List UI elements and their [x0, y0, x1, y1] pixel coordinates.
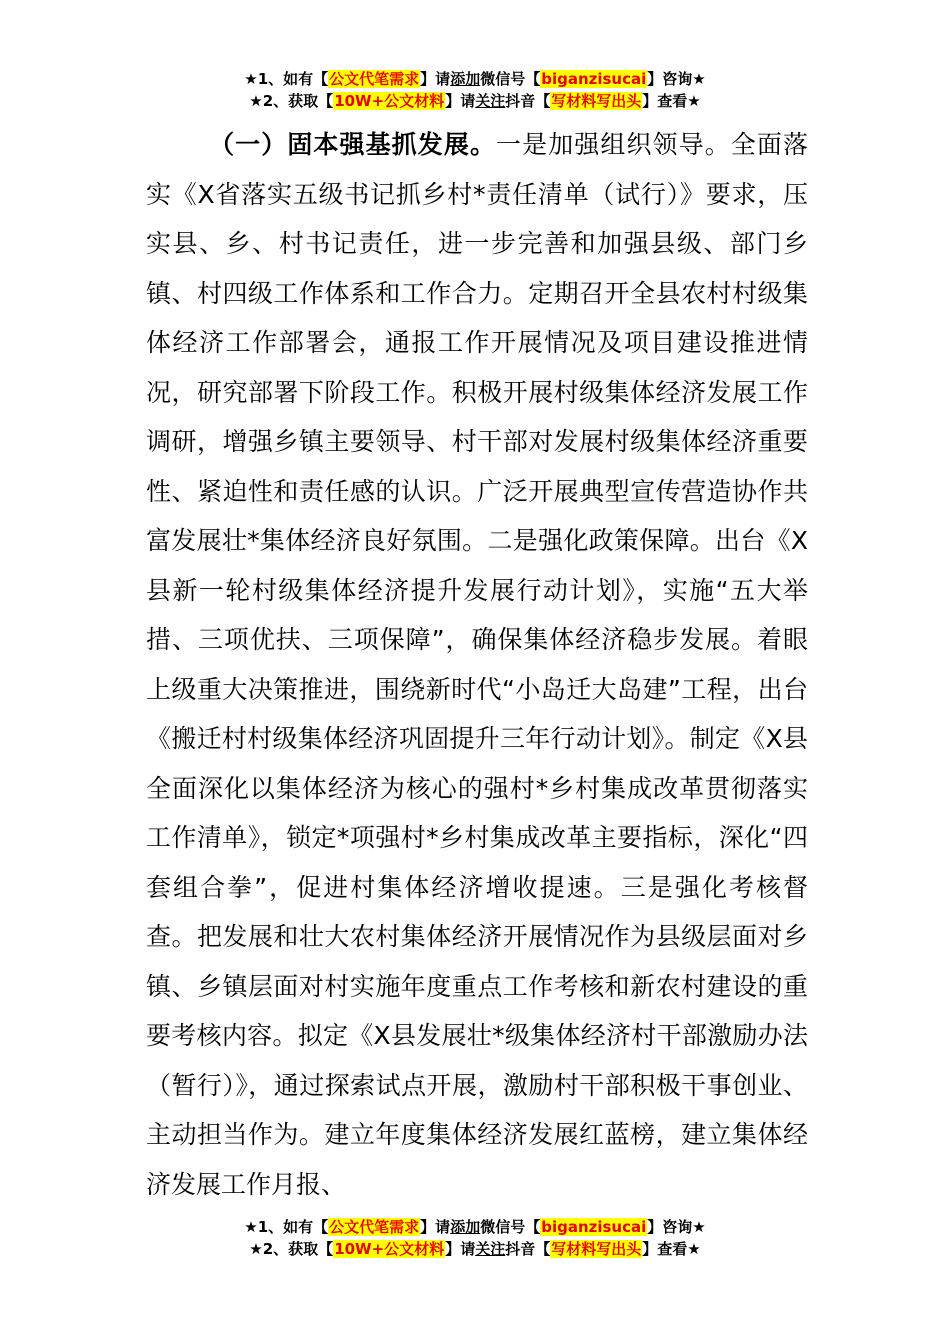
banner-text: 】请	[445, 92, 476, 110]
banner-highlight: 写材料写出头	[551, 1240, 642, 1258]
banner-text: ★1、如有【	[244, 70, 329, 88]
banner-underline: 添加	[450, 1218, 481, 1236]
banner-text: 】请	[420, 70, 451, 88]
banner-text: 】咨询★	[647, 1218, 706, 1236]
banner-highlight: 公文代笔需求	[329, 1218, 420, 1236]
banner-text: 微信号【	[480, 1218, 541, 1236]
banner-text: 抖音【	[505, 92, 551, 110]
banner-line-1	[0, 68, 950, 90]
banner-highlight: 写材料写出头	[551, 92, 642, 110]
banner-underline: 关注	[475, 92, 506, 110]
banner-text: 】请	[445, 1240, 476, 1258]
footer-banner	[0, 1216, 950, 1260]
banner-text: 抖音【	[505, 1240, 551, 1258]
document-body	[146, 120, 808, 1209]
banner-text: ★1、如有【	[244, 1218, 329, 1236]
banner-highlight: biganzisucai	[541, 70, 647, 88]
header-banner	[0, 68, 950, 112]
banner-highlight: 10W+公文材料	[334, 92, 445, 110]
banner-text: 】请	[420, 1218, 451, 1236]
banner-highlight: 公文代笔需求	[329, 70, 420, 88]
banner-line-2	[0, 1238, 950, 1260]
section-heading: （一）固本强基抓发展。	[208, 130, 497, 159]
banner-text: 】咨询★	[647, 70, 706, 88]
banner-text: ★2、获取【	[249, 92, 334, 110]
banner-text: ★2、获取【	[249, 1240, 334, 1258]
banner-text: 微信号【	[480, 70, 541, 88]
banner-highlight: biganzisucai	[541, 1218, 647, 1236]
banner-text: 】查看★	[642, 1240, 701, 1258]
banner-highlight: 10W+公文材料	[334, 1240, 445, 1258]
banner-line-1	[0, 1216, 950, 1238]
paragraph-text: 一是加强组织领导。全面落实《X省落实五级书记抓乡村*责任清单（试行）》要求，压实县、乡、村书记责任，进一步完善和加强县级、部门乡镇、村四级工作体系和工作合力。定期召开全县农村村级集体经济工作部署会，通报工作开展情况及项目建设推进情况，研究部署下阶段工作。积极开展村级集体经济发展工作调研，增强乡镇主要领导、村干部对发展村级集体经济重要性、紧迫性和责任感的认识。广泛开展典型宣传营造协作共富发展壮*集体经济良好氛围。二是强化政策保障。出台《X县新一轮村级集体经济提升发展行动计划》，实施“五大举措、三项优扶、三项保障”，确保集体经济稳步发展。着眼上级重大决策推进，围绕新时代“小岛迁大岛建”工程，出台《搬迁村村级集体经济巩固提升三年行动计划》。制定《X县全面深化以集体经济为核心的强村*乡村集成改革贯彻落实工作清单》，锁定*项强村*乡村集成改革主要指标，深化“四套组合拳”，促进村集体经济增收提速。三是强化考核督查。把发展和壮大农村集体经济开展情况作为县级层面对乡镇、乡镇层面对村实施年度重点工作考核和新农村建设的重要考核内容。拟定《X县发展壮*级集体经济村干部激励办法（暂行）》，通过探索试点开展，激励村干部积极干事创业、主动担当作为。建立年度集体经济发展红蓝榜，建立集体经济发展工作月报、	[146, 130, 808, 1199]
banner-line-2	[0, 90, 950, 112]
banner-underline: 添加	[450, 70, 481, 88]
banner-text: 】查看★	[642, 92, 701, 110]
banner-underline: 关注	[475, 1240, 506, 1258]
